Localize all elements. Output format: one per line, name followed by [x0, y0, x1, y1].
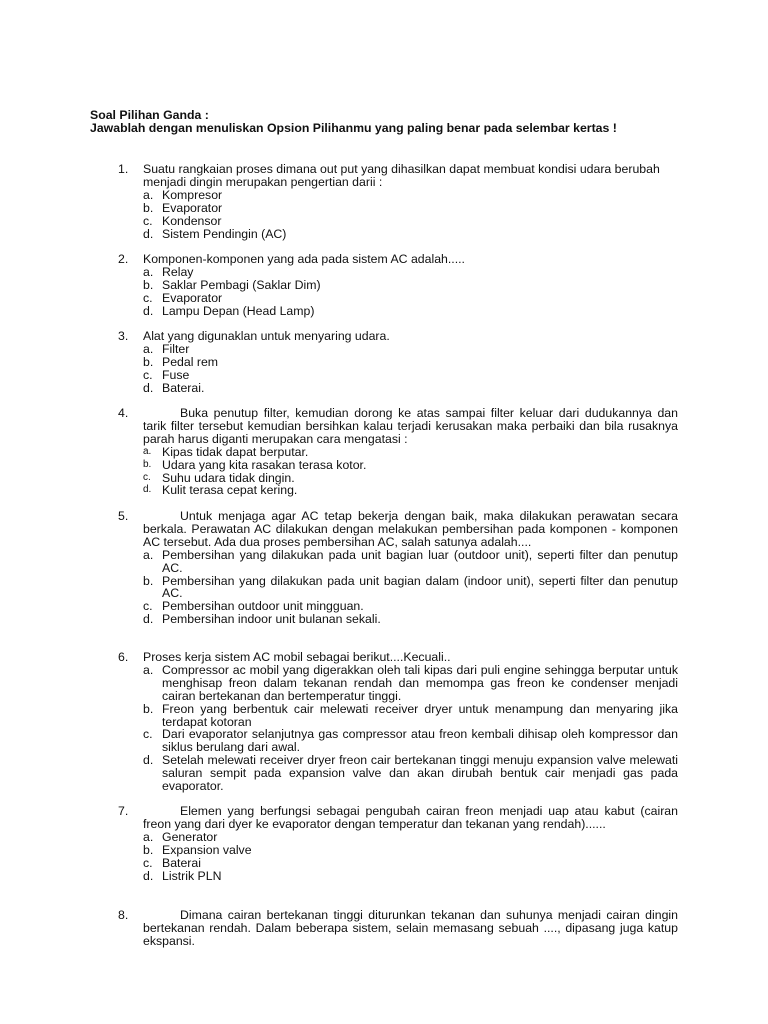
- option-list: [118, 831, 678, 883]
- option-letter: b.: [143, 573, 154, 588]
- option-b: [143, 279, 678, 292]
- option-text: Pembersihan yang dilakukan pada unit bagian dalam (indoor unit), seperti filter dan penutup AC.: [162, 573, 678, 601]
- option-d: [143, 870, 678, 883]
- option-c: [143, 215, 678, 228]
- option-letter: c.: [143, 367, 153, 382]
- question-3: [118, 330, 678, 395]
- option-text: Expansion valve: [162, 842, 252, 857]
- option-list: [118, 664, 678, 793]
- question-1: [118, 163, 678, 240]
- option-letter: b.: [143, 354, 154, 369]
- option-a: [143, 664, 678, 703]
- option-a: [143, 446, 678, 459]
- option-letter: d.: [143, 868, 154, 883]
- option-letter: a.: [143, 662, 154, 677]
- option-list: [118, 549, 678, 626]
- option-c: [143, 728, 678, 754]
- option-text: Suhu udara tidak dingin.: [162, 470, 295, 485]
- page-title: Soal Pilihan Ganda :: [90, 108, 209, 122]
- question-number: 4.: [118, 406, 129, 420]
- option-b: [143, 202, 678, 215]
- question-number: 6.: [118, 650, 129, 664]
- question-2: [118, 253, 678, 318]
- option-text: Filter: [162, 341, 190, 356]
- option-text: Freon yang berbentuk cair melewati receiver dryer untuk menampung dan menyaring jika terdapat kotoran: [162, 701, 678, 729]
- document-header: [90, 109, 678, 135]
- option-list: [118, 189, 678, 241]
- option-letter: d.: [143, 753, 154, 768]
- option-text: Listrik PLN: [162, 868, 222, 883]
- option-letter: c.: [143, 290, 153, 305]
- option-d: [143, 754, 678, 793]
- option-b: [143, 575, 678, 601]
- option-a: [143, 343, 678, 356]
- option-text: Udara yang kita rasakan terasa kotor.: [162, 457, 367, 472]
- option-text: Setelah melewati receiver dryer freon cair bertekanan tinggi menuju expansion valve melewati saluran sempit pada expansion valve dan akan dirubah bentuk cair menjadi gas pada evaporator.: [162, 753, 678, 794]
- option-letter: a.: [143, 264, 154, 279]
- option-list: [118, 266, 678, 318]
- instruction-text: Jawablah dengan menuliskan Opsion Pilihanmu yang paling benar pada selembar kertas !: [90, 121, 617, 135]
- option-letter: c.: [143, 213, 153, 228]
- option-a: [143, 266, 678, 279]
- option-text: Fuse: [162, 367, 190, 382]
- option-d: [143, 613, 678, 626]
- question-text: Buka penutup filter, kemudian dorong ke atas sampai filter keluar dari dudukannya dan tarik filter tersebut kemudian bersihkan kalau terjadi kerusakan maka perbaiki dan bila rusaknya parah harus diganti merupakan cara mengatasi :: [143, 406, 678, 446]
- question-number: 8.: [118, 908, 129, 922]
- option-text: Pembersihan indoor unit bulanan sekali.: [162, 612, 381, 627]
- option-text: Kompresor: [162, 187, 223, 202]
- option-text: Kondensor: [162, 213, 222, 228]
- option-b: [143, 356, 678, 369]
- option-letter: a.: [143, 341, 154, 356]
- option-b: [143, 459, 678, 472]
- question-8: [118, 909, 678, 948]
- question-number: 2.: [118, 252, 129, 266]
- option-text: Saklar Pembagi (Saklar Dim): [162, 277, 321, 292]
- question-6: [118, 651, 678, 793]
- option-text: Kulit terasa cepat kering.: [162, 483, 298, 498]
- option-text: Relay: [162, 264, 194, 279]
- option-text: Sistem Pendingin (AC): [162, 226, 287, 241]
- option-text: Kipas tidak dapat berputar.: [162, 444, 309, 459]
- option-text: Compressor ac mobil yang digerakkan oleh tali kipas dari puli engine sehingga berputar untuk menghisap freon dalam tekanan rendah dan memompa gas freon ke condenser menjadi cairan bertekanan dan bertemperatur tinggi.: [162, 662, 678, 703]
- option-c: [143, 857, 678, 870]
- option-letter: a.: [143, 187, 154, 202]
- option-text: Baterai.: [162, 380, 205, 395]
- question-number: 7.: [118, 804, 129, 818]
- option-letter: d.: [143, 226, 154, 241]
- option-letter: d.: [143, 612, 154, 627]
- option-letter: a.: [143, 445, 152, 457]
- option-letter: b.: [143, 458, 152, 470]
- option-letter: c.: [143, 727, 153, 742]
- option-letter: c.: [143, 855, 153, 870]
- option-text: Pembersihan outdoor unit mingguan.: [162, 599, 364, 614]
- option-letter: b.: [143, 842, 154, 857]
- option-d: [143, 228, 678, 241]
- option-d: [143, 382, 678, 395]
- question-text: Alat yang digunaklan untuk menyaring udara.: [143, 329, 390, 343]
- option-a: [143, 549, 678, 575]
- option-letter: a.: [143, 829, 154, 844]
- option-d: [143, 305, 678, 318]
- question-5: [118, 510, 678, 626]
- question-text: Untuk menjaga agar AC tetap bekerja dengan baik, maka dilakukan perawatan secara berkala. Perawatan AC dilakukan dengan melakukan pembersihan pada komponen - komponen AC tersebut. Ada dua proses pembersihan AC, salah satunya adalah....: [143, 509, 678, 549]
- option-a: [143, 831, 678, 844]
- option-text: Pedal rem: [162, 354, 219, 369]
- option-list: [118, 343, 678, 395]
- option-text: Pembersihan yang dilakukan pada unit bagian luar (outdoor unit), seperti filter dan penutup AC.: [162, 547, 678, 575]
- option-list: [118, 446, 678, 498]
- option-text: Evaporator: [162, 290, 223, 305]
- question-number: 1.: [118, 162, 129, 176]
- option-text: Dari evaporator selanjutnya gas compressor atau freon kembali dihisap oleh kompressor dan siklus berulang dari awal.: [162, 727, 678, 755]
- question-text: Komponen-komponen yang ada pada sistem AC adalah.....: [143, 252, 465, 266]
- question-number: 3.: [118, 329, 129, 343]
- question-text: Suatu rangkaian proses dimana out put yang dihasilkan dapat membuat kondisi udara berubah menjadi dingin merupakan pengertian darii :: [143, 162, 660, 189]
- option-letter: d.: [143, 484, 152, 496]
- option-letter: b.: [143, 701, 154, 716]
- question-number: 5.: [118, 509, 129, 523]
- option-c: [143, 292, 678, 305]
- option-b: [143, 703, 678, 729]
- option-text: Generator: [162, 829, 218, 844]
- option-letter: d.: [143, 380, 154, 395]
- question-7: [118, 805, 678, 882]
- question-text: Proses kerja sistem AC mobil sebagai berikut....Kecuali..: [143, 650, 451, 664]
- option-letter: b.: [143, 277, 154, 292]
- question-4: [118, 407, 678, 497]
- question-text: Elemen yang berfungsi sebagai pengubah cairan freon menjadi uap atau kabut (cairan freon yang dari dyer ke evaporator dengan temperatur dan tekanan yang rendah)......: [143, 804, 678, 831]
- option-letter: a.: [143, 547, 154, 562]
- option-d: [143, 484, 678, 497]
- question-text: Dimana cairan bertekanan tinggi diturunkan tekanan dan suhunya menjadi cairan dingin bertekanan rendah. Dalam beberapa sistem, selain memasang sebuah ...., dipasang juga katup ekspansi.: [143, 908, 678, 948]
- option-c: [143, 369, 678, 382]
- option-letter: b.: [143, 200, 154, 215]
- option-letter: c.: [143, 471, 151, 483]
- option-letter: d.: [143, 303, 154, 318]
- option-text: Baterai: [162, 855, 201, 870]
- option-letter: c.: [143, 599, 153, 614]
- option-b: [143, 844, 678, 857]
- option-text: Lampu Depan (Head Lamp): [162, 303, 315, 318]
- option-a: [143, 189, 678, 202]
- option-text: Evaporator: [162, 200, 223, 215]
